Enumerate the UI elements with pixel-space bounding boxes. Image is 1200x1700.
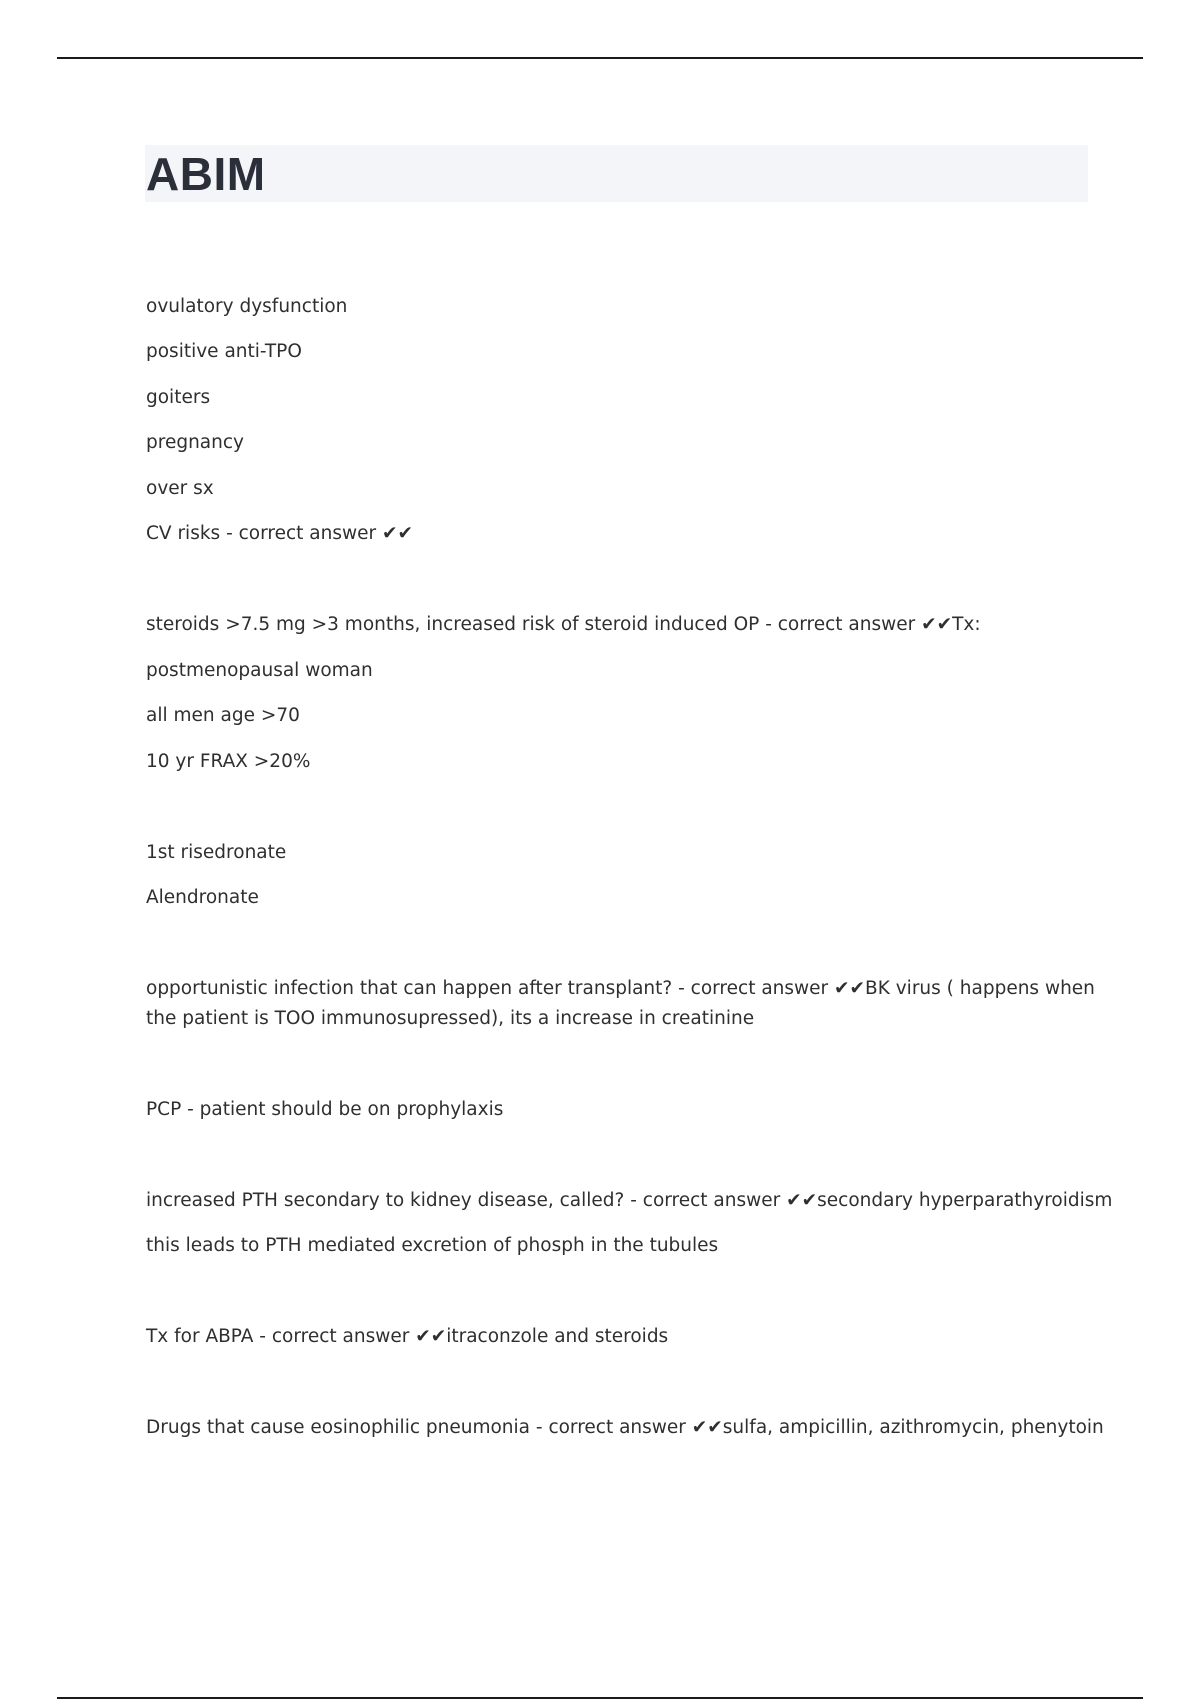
text-line: PCP - patient should be on prophylaxis <box>146 1099 504 1120</box>
text-line: 1st risedronate <box>146 842 287 863</box>
text-line: postmenopausal woman <box>146 660 373 681</box>
text-paragraph: opportunistic infection that can happen after transplant? - correct answer ✔✔BK virus ( happens when the patient is TOO immunosupressed), its a increase in creatinine <box>146 978 1095 1029</box>
text-line: steroids >7.5 mg >3 months, increased risk of steroid induced OP - correct answer ✔✔Tx: <box>146 614 981 635</box>
text-line: Alendronate <box>146 887 259 908</box>
top-rule <box>57 57 1143 59</box>
text-line: over sx <box>146 478 214 499</box>
text-line: CV risks - correct answer ✔✔ <box>146 523 413 544</box>
text-line: 10 yr FRAX >20% <box>146 751 311 772</box>
text-line: pregnancy <box>146 432 244 453</box>
document-title: ABIM <box>146 148 266 200</box>
bottom-rule <box>57 1697 1143 1699</box>
text-line: positive anti-TPO <box>146 341 302 362</box>
text-line: increased PTH secondary to kidney disease, called? - correct answer ✔✔secondary hyperparathyroidism <box>146 1190 1113 1211</box>
text-line: this leads to PTH mediated excretion of phosph in the tubules <box>146 1235 719 1256</box>
text-line: Tx for ABPA - correct answer ✔✔itraconzole and steroids <box>146 1326 669 1347</box>
text-line: all men age >70 <box>146 705 300 726</box>
text-line: Drugs that cause eosinophilic pneumonia - correct answer ✔✔sulfa, ampicillin, azithromycin, phenytoin <box>146 1417 1104 1438</box>
text-line: goiters <box>146 387 211 408</box>
text-line: ovulatory dysfunction <box>146 296 348 317</box>
title-band <box>145 145 1088 202</box>
